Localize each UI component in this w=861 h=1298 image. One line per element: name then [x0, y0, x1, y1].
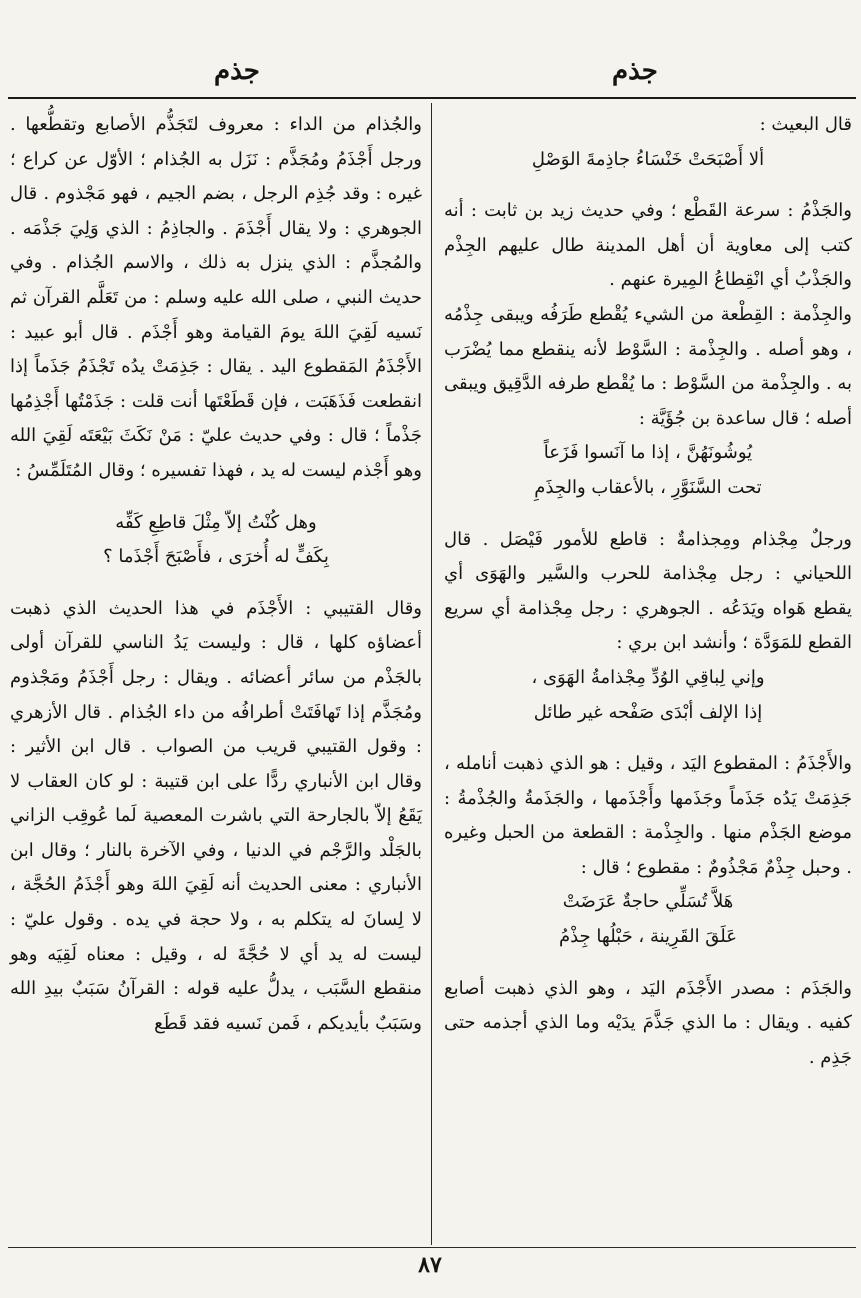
verse-line: يُوشُونَهُنَّ ، إذا ما آنَسوا فَزَعاً [543, 442, 753, 464]
paragraph: والجِذْمة : القِطْعة من الشيء يُقْطع طَرَفُه ويبقى جِذْمُه ، وهو أصله . والجِذْمة : السَّوْط لأنه ينقطع مما يُضْرَب به . والجِذْمة من السَّوْط : ما يُقْطع طرفه الدَّقِيق ويبقى أصله ؛ قال ساعدة بن جُؤَيَّة : [444, 303, 852, 429]
page-number: ٨٧ [418, 1252, 442, 1278]
paragraph: والأَجْذَمُ : المقطوع اليَد ، وقيل : هو الذي ذهبت أنامله ، جَذِمَتْ يَدُه جَذَماً وجَذَمها وأَجْذَمها ، والجَذَمةُ والجُذْمةُ : موضع الجَذْم منها . والجِذْمة : القطعة من الحبل وغيره . وحبل جِذْمٌ مَجْذُومٌ : مقطوع ؛ قال : [444, 753, 852, 878]
verse-line: ألا أَصْبَحَتْ خَنْسَاءُ جاذِمةَ الوَصْلِ [531, 148, 765, 170]
verse-line: هَلاَّ تُسَلِّي حاجةٌ عَرَضَتْ [562, 891, 734, 913]
verse-line: تحت السَّنَوَّرِ ، بالأعقاب والجِذَمِ [534, 476, 762, 498]
verse-line: بِكَفٍّ له أُخرَى ، فأَصْبَحَ أَجْذَما ؟ [103, 546, 329, 568]
top-rule [8, 97, 856, 99]
paragraph: والجَذَم : مصدر الأَجْذَم اليَد ، وهو الذي ذهبت أصابع كفيه . ويقال : ما الذي جَذَّمَ يدَيْه وما الذي أجذمه حتى جَذِم . [444, 977, 852, 1068]
verse-line: عَلَقَ القَرِينة ، حَبْلُها جِذْمُ [558, 926, 738, 948]
paragraph: وقال القتيبي : الأَجْذَم في هذا الحديث الذي ذهبت أعضاؤه كلها ، قال : وليست يَدُ الناسي للقرآن أولى بالجَذْم من سائر أعضائه . ويقال : رجل أَجْذَمُ ومَجْذوم ومُجَذَّم إذا تَهافَتَتْ أطرافُه من داء الجُذام . قال الأزهري : وقول القتيبي قريب من الصواب . قال ابن الأثير : وقال ابن الأنباري ردًّا على ابن قتيبة : لو كان العقاب لا يَقَعُ إلاّ بالجارحة التي باشرت المعصية لَما عُوقِب الزاني بالجَلْد والرَّجْم في الدنيا ، وفي الآخرة بالنار ؛ وقال ابن الأنباري : معنى الحديث أنه لَقِيَ اللهَ وهو أَجْذَمُ الحُجَّة ، لا لِسانَ له يتكلم به ، ولا حجة في يده . وقول عليّ : ليست له يد أي لا حُجَّةَ له ، وقيل : معناه لَقِيَه وهو منقطع السَّبَب ، يدلُّ عليه قوله : القرآنُ سَبَبٌ بيدِ الله وسَبَبٌ بأيديكم ، فَمن نَسيه فقد قَطَع [10, 597, 422, 1034]
paragraph: قال البعيث : [759, 114, 852, 135]
paragraph: والجَذْمُ : سرعة القَطْع ؛ وفي حديث زيد بن ثابت : أنه كتب إلى معاوية أن أهل المدينة طال عليهم الجِذْم والجَذْبُ أي انْقِطاعُ المِيرة عنهم . [444, 200, 852, 291]
bottom-rule [8, 1247, 856, 1248]
left-column [10, 108, 422, 1041]
verse-line: إذا الإلف أبْدَى صَفْحه غير طائل [533, 701, 763, 723]
right-column [444, 108, 852, 1075]
header-word-left: جذم [214, 56, 260, 86]
verse-line: وهل كُنْتُ إلاّ مِثْلَ قاطِعِ كَفِّه [115, 511, 317, 533]
paragraph: ورجلٌ مِجْذام ومِجذامةٌ : قاطع للأمور فَيْصَل . قال اللحياني : رجل مِجْذامة للحرب والسَّير والهَوَى أي يقطع هَواه ويَدَعُه . الجوهري : رجل مِجْذامة أي سريع القطع للمَوَدَّة ؛ وأنشد ابن بري : [444, 528, 852, 654]
header-word-right: جذم [612, 56, 658, 86]
column-divider [431, 103, 432, 1245]
verse-line: وإني لِباقِي الوُدِّ مِجْذامةُ الهَوَى ، [531, 666, 765, 688]
paragraph: والجُذام من الداء : معروف لتَجَذُّم الأصابع وتقطُّعها . ورجل أَجْذَمُ ومُجَذَّم : نَزَل به الجُذام ؛ الأوّل عن كراع ؛ غيره : وقد جُذِم الرجل ، بضم الجيم ، فهو مَجْذوم . قال الجوهري : ولا يقال أَجْذَمَ . والجاذِمُ : الذي وَلِيَ جَذْمَه . والمُجذَّم : الذي ينزل به ذلك ، والاسم الجُذام . وفي حديث النبي ، صلى الله عليه وسلم : من تَعَلَّم القرآن ثم نَسيه لَقِيَ اللهَ يومَ القيامة وهو أَجْذَم . قال أبو عبيد : الأَجْذَمُ المَقطوع اليد . يقال : جَذِمَتْ يدُه تَجْذَمُ جَذَماً إذا انقطعت فَذَهَبَت ، فإن قَطَعْتَها أنت قلت : جَذَمْتُها أَجْذِمُها جَذْماً ؛ قال : وفي حديث عليّ : مَنْ نَكَثَ بَيْعَتَه لَقِيَ الله وهو أَجْذم ليست له يد ، فهذا تفسيره ؛ وقال المُتَلَمِّسُ : [10, 114, 422, 481]
